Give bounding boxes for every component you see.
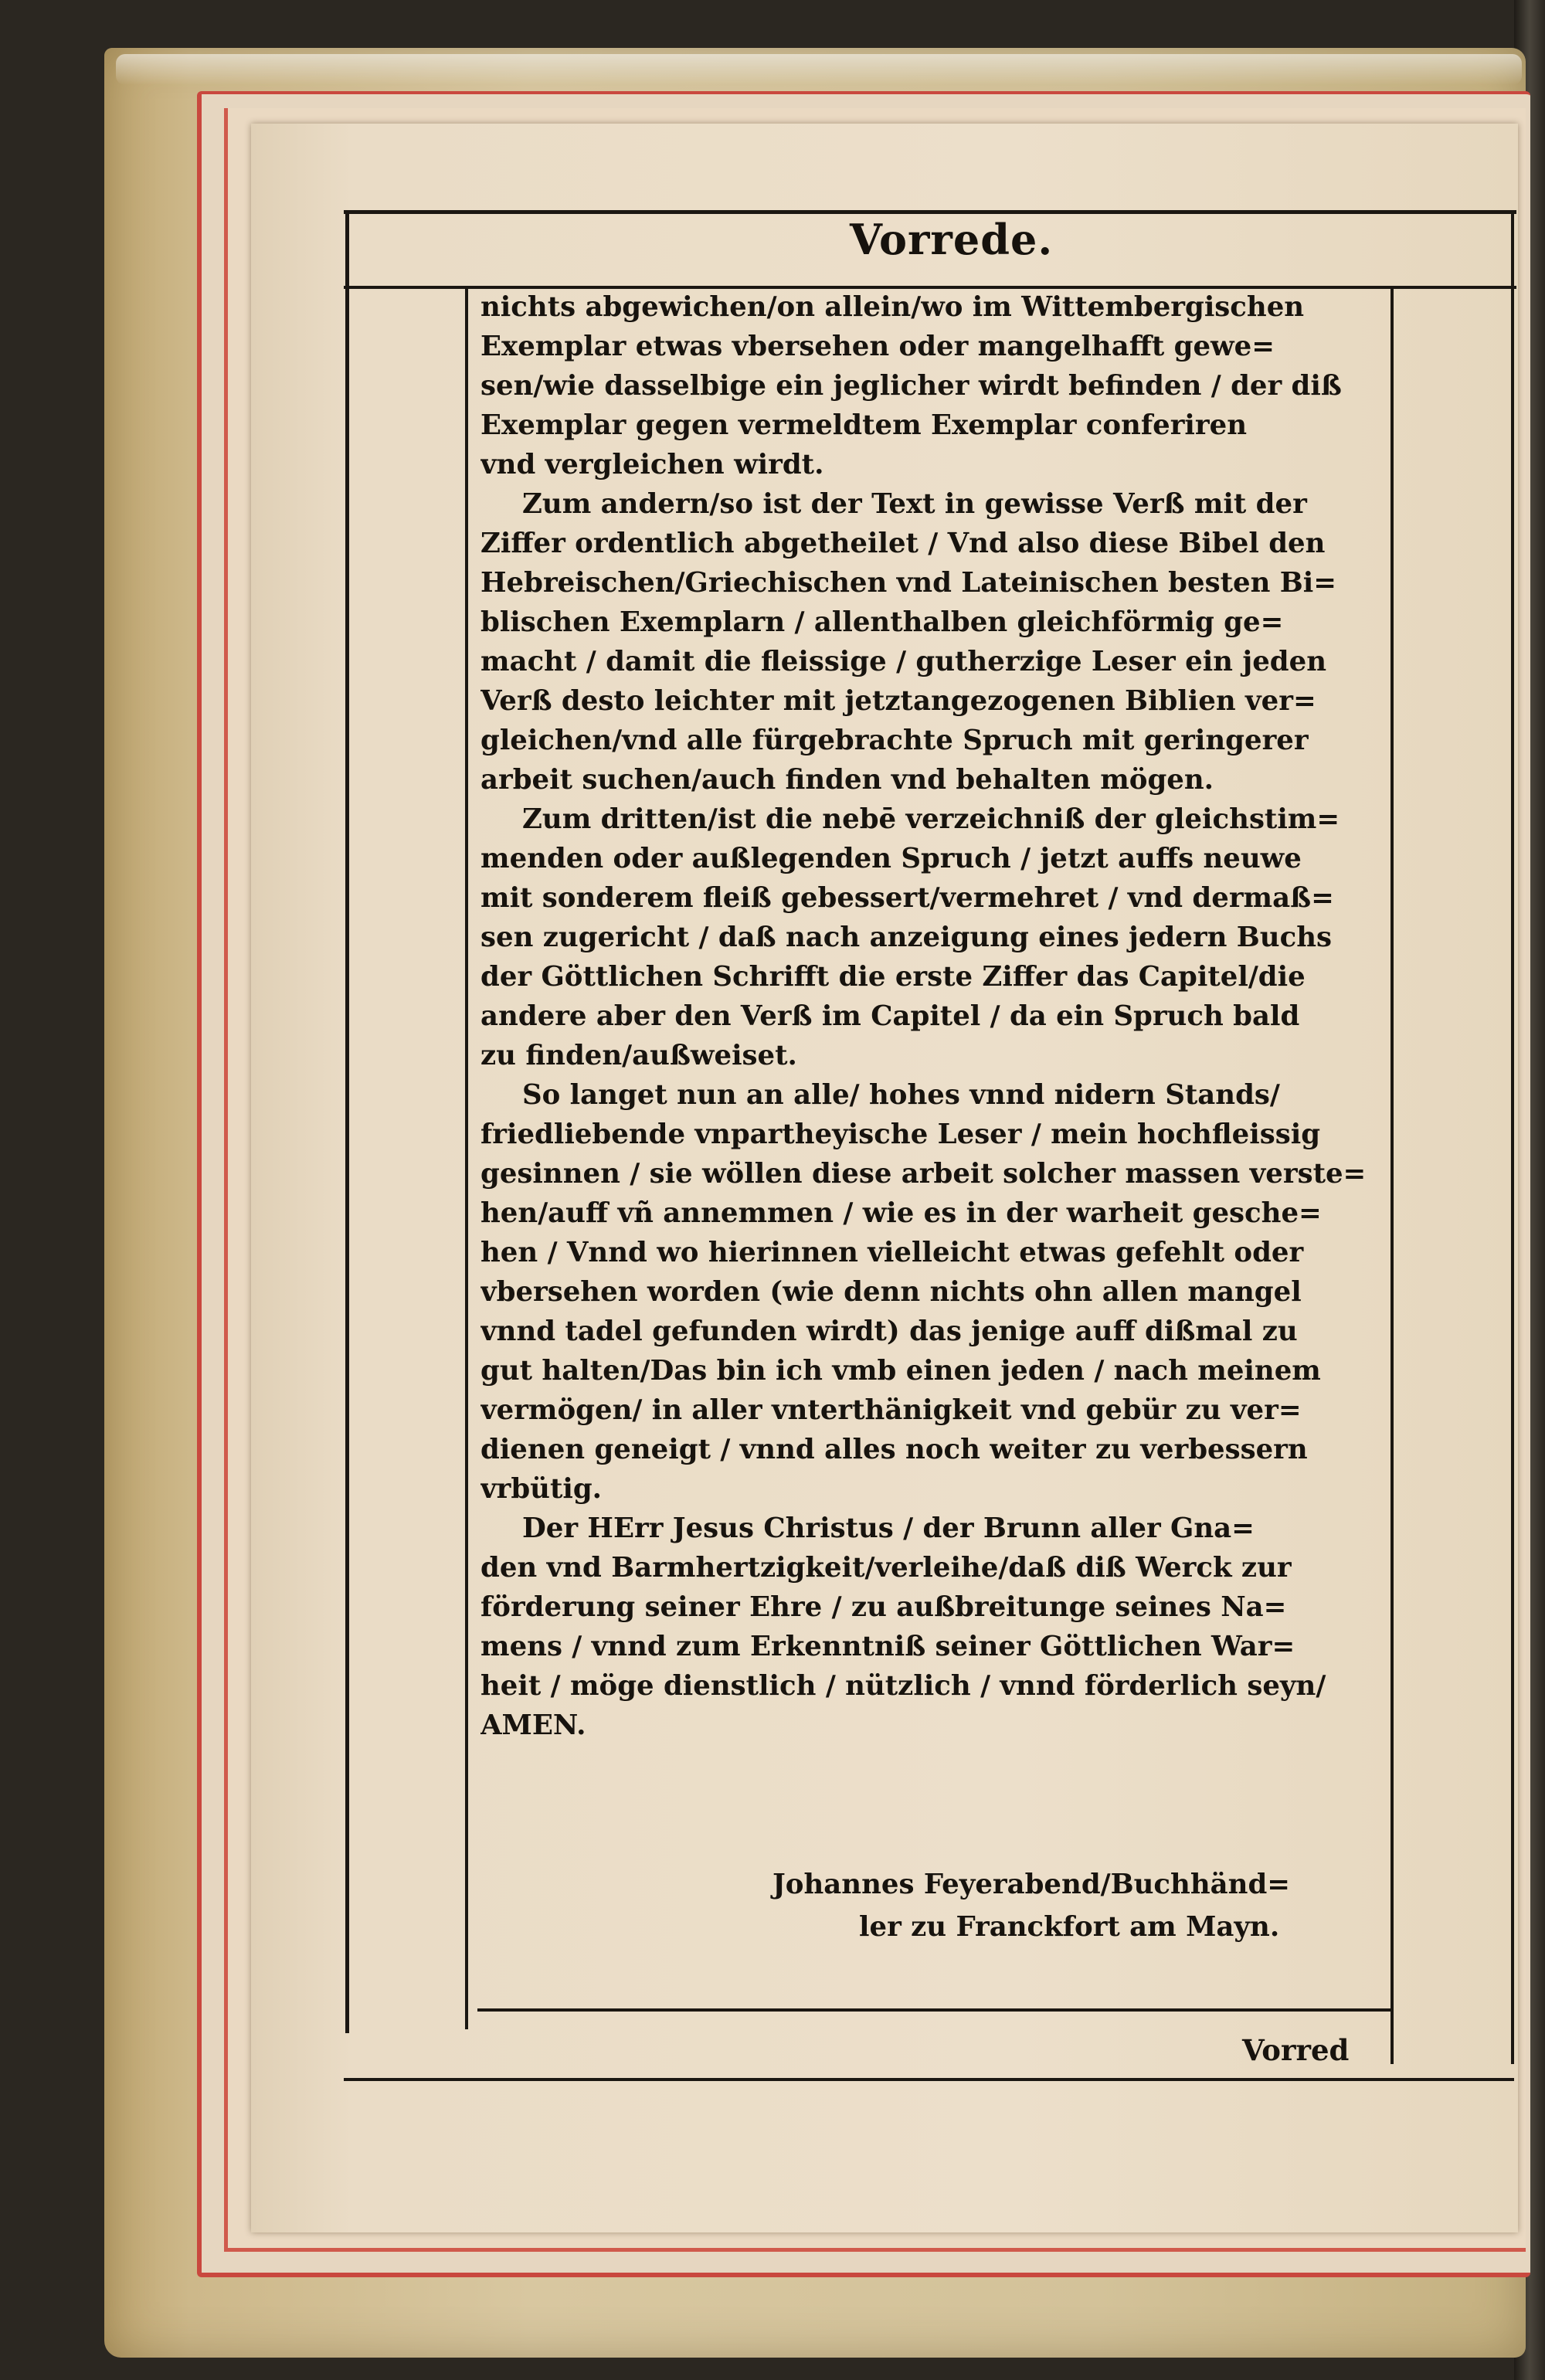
bottom-text-rule [477, 2008, 1390, 2012]
text-line: blischen Exemplarn / allenthalben gleichförmig ge= [480, 606, 1284, 638]
text-line: sen zugericht / daß nach anzeigung eines jedern Buchs [480, 922, 1332, 953]
text-line: Verß desto leichter mit jetztangezogenen Biblien ver= [480, 685, 1316, 717]
text-line: menden oder außlegenden Spruch / jetzt auffs neuwe [480, 843, 1302, 874]
signature-line-2: ler zu Franckfort am Mayn. [859, 1911, 1280, 1943]
text-line: andere aber den Verß im Capitel / da ein Spruch bald [480, 1000, 1300, 1032]
signature-line-1: Johannes Feyerabend/Buchhänd= [772, 1869, 1291, 1900]
text-line: AMEN. [480, 1709, 586, 1741]
text-line: Exemplar etwas vbersehen oder mangelhafft gewe= [480, 331, 1275, 362]
text-line: So langet nun an alle/ hohes vnnd nidern Stands/ [522, 1079, 1280, 1111]
text-line: mens / vnnd zum Erkenntniß seiner Göttlichen War= [480, 1631, 1295, 1662]
text-line: Hebreischen/Griechischen vnd Lateinischen besten Bi= [480, 567, 1336, 599]
inner-right-rule [1390, 287, 1394, 2064]
text-line: zu finden/außweiset. [480, 1040, 797, 1071]
inner-left-rule [465, 287, 468, 2029]
page-title: Vorrede. [850, 215, 1054, 264]
text-line: vbersehen worden (wie denn nichts ohn allen mangel [480, 1276, 1302, 1308]
text-line: vrbütig. [480, 1473, 603, 1505]
text-line: Zum andern/so ist der Text in gewisse Verß mit der [522, 488, 1307, 520]
text-line: vnnd tadel gefunden wirdt) das jenige auff dißmal zu [480, 1316, 1298, 1347]
right-outer-rule [1511, 210, 1514, 2064]
text-line: sen/wie dasselbige ein jeglicher wirdt befinden / der diß [480, 370, 1342, 402]
body-text [480, 287, 1388, 1745]
text-line: gleichen/vnd alle fürgebrachte Spruch mit geringerer [480, 725, 1309, 756]
text-line: der Göttlichen Schrifft die erste Ziffer das Capitel/die [480, 961, 1306, 993]
text-line: Ziffer ordentlich abgetheilet / Vnd also diese Bibel den [480, 528, 1326, 559]
text-line: Der HErr Jesus Christus / der Brunn aller Gna= [522, 1513, 1255, 1544]
bottom-frame-rule [344, 2078, 1514, 2081]
text-line: den vnd Barmhertzigkeit/verleihe/daß diß Werck zur [480, 1552, 1292, 1584]
text-line: friedliebende vnpartheyische Leser / mein hochfleissig [480, 1119, 1321, 1150]
text-line: vermögen/ in aller vnterthänigkeit vnd gebür zu ver= [480, 1394, 1302, 1426]
text-line: macht / damit die fleissige / gutherzige Leser ein jeden [480, 646, 1327, 677]
text-line: hen/auff vñ annemmen / wie es in der warheit gesche= [480, 1197, 1322, 1229]
text-line: förderung seiner Ehre / zu außbreitunge seines Na= [480, 1591, 1287, 1623]
text-line: arbeit suchen/auch finden vnd behalten mögen. [480, 764, 1214, 796]
text-line: heit / möge dienstlich / nützlich / vnnd förderlich seyn/ [480, 1670, 1326, 1702]
text-line: gut halten/Das bin ich vmb einen jeden / nach meinem [480, 1355, 1321, 1387]
catchword: Vorred [1242, 2033, 1350, 2067]
text-line: vnd vergleichen wirdt. [480, 449, 824, 480]
text-line: mit sonderem fleiß gebessert/vermehret / vnd dermaß= [480, 882, 1334, 914]
text-line: hen / Vnnd wo hierinnen vielleicht etwas gefehlt oder [480, 1237, 1304, 1268]
text-line: Zum dritten/ist die nebē verzeichniß der gleichstim= [522, 803, 1340, 835]
text-line: gesinnen / sie wöllen diese arbeit solcher massen verste= [480, 1158, 1367, 1190]
text-line: dienen geneigt / vnnd alles noch weiter zu verbessern [480, 1434, 1308, 1465]
text-line: Exemplar gegen vermeldtem Exemplar conferiren [480, 409, 1248, 441]
signature [772, 1863, 1383, 1948]
top-rule [344, 210, 1516, 214]
text-line: nichts abgewichen/on allein/wo im Wittembergischen [480, 291, 1305, 323]
left-outer-rule [345, 210, 349, 2033]
cover-gloss [116, 54, 1522, 85]
